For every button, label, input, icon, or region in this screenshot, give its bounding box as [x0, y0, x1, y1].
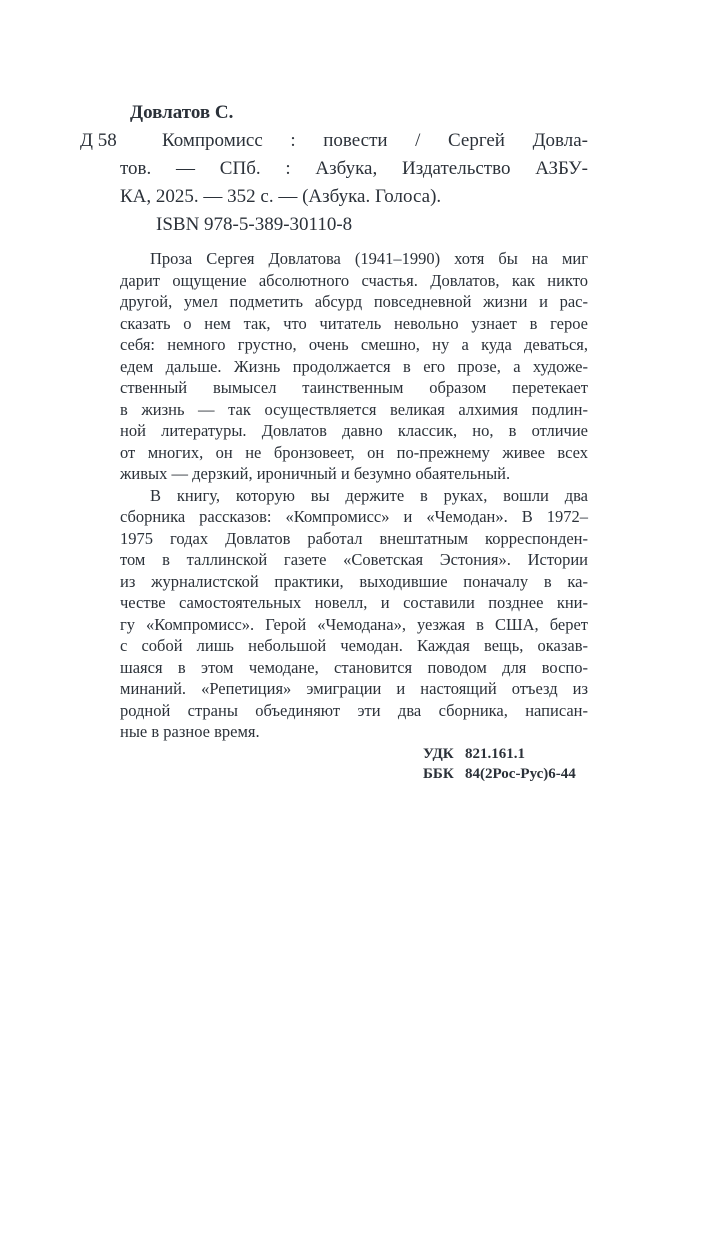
text-line: родной страны объединяют эти два сборника, написан-: [120, 700, 588, 720]
udk-label: УДК: [423, 745, 454, 762]
classification-codes: [423, 744, 588, 784]
text-line: от многих, он не бронзовеет, он по-прежнему живее всех: [120, 442, 588, 462]
text-line: честве самостоятельных новелл, и составили позднее кни-: [120, 593, 588, 612]
text-line: гу «Компромисс». Герой «Чемодана», уезжая в США, берет: [120, 614, 588, 634]
catalog-entry: [80, 127, 588, 211]
text-line: ные в разное время.: [120, 722, 260, 741]
text-line: из журналистской практики, выходившие поначалу в ка-: [120, 571, 588, 591]
text-line: 1975 годах Довлатов работал внештатным корреспонден-: [120, 528, 588, 548]
text-line: КА, 2025. — 352 с. — (Азбука. Голоса).: [120, 186, 442, 207]
text-line: ной литературы. Довлатов давно классик, но, в отличие: [120, 421, 588, 440]
bbk-label: ББК: [423, 765, 454, 782]
text-line: едем дальше. Жизнь продолжается в его прозе, а художе-: [120, 356, 588, 376]
text-line: в жизнь — так осуществляется великая алхимия подлин-: [120, 399, 588, 419]
text-line: живых — дерзкий, ироничный и безумно обаятельный.: [120, 464, 511, 483]
text-line: сказать о нем так, что читатель невольно узнает в герое: [120, 313, 588, 333]
catalog-description: [120, 127, 588, 211]
bbk-value: 84(2Рос-Рус)6-44: [465, 765, 576, 782]
annotation-paragraph-2: [120, 485, 588, 743]
text-line: том в таллинской газете «Советская Эстония». Истории: [120, 550, 588, 569]
text-line: другой, умел подметить абсурд повседневной жизни и рас-: [120, 292, 588, 311]
text-line: минаний. «Репетиция» эмиграции и настоящий отъезд из: [120, 679, 588, 698]
catalog-code: Д 58: [80, 130, 117, 151]
annotation-paragraph-1: [120, 248, 588, 485]
isbn-number: ISBN 978-5-389-30110-8: [156, 214, 353, 235]
text-line: сборника рассказов: «Компромисс» и «Чемодан». В 1972–: [120, 507, 588, 526]
author-heading: Довлатов С.: [130, 102, 234, 123]
text-line: себя: немного грустно, очень смешно, ну а куда деваться,: [120, 335, 588, 354]
text-line: тов. — СПб. : Азбука, Издательство АЗБУ-: [120, 158, 588, 179]
udk-code-line: [423, 744, 588, 764]
text-line: с собой лишь небольшой чемодан. Каждая вещь, оказав-: [120, 636, 588, 655]
text-line: дарит ощущение абсолютного счастья. Довлатов, как никто: [120, 270, 588, 290]
text-line: Проза Сергея Довлатова (1941–1990) хотя бы на миг: [150, 249, 588, 268]
udk-value: 821.161.1: [465, 745, 525, 762]
text-line: Компромисс : повести / Сергей Довла-: [162, 130, 588, 151]
imprint-content: [80, 99, 588, 784]
bbk-code-line: [423, 764, 588, 784]
annotation: [120, 248, 588, 743]
text-line: В книгу, которую вы держите в руках, вошли два: [150, 485, 588, 505]
text-line: шаяся в этом чемодане, становится поводом для воспо-: [120, 657, 588, 677]
text-line: ственный вымысел таинственным образом перетекает: [120, 378, 588, 397]
